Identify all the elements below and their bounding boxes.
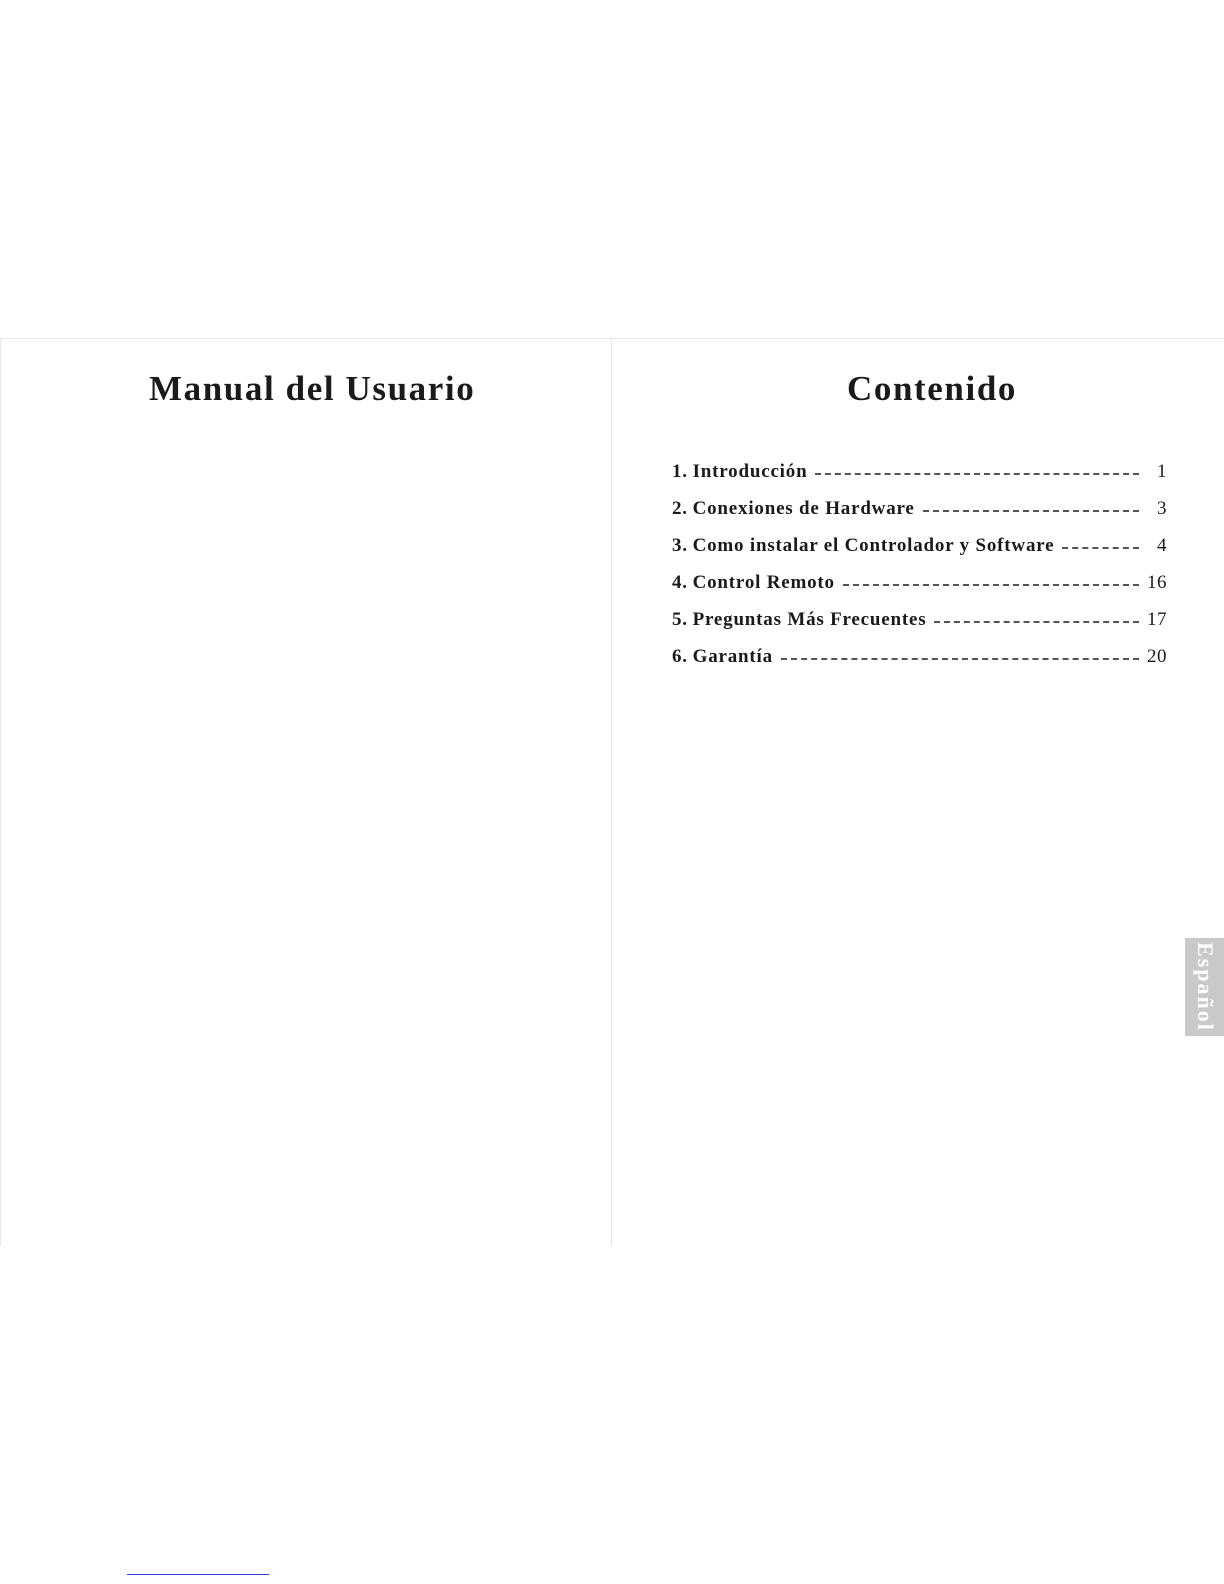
- toc-entry-conexiones[interactable]: [672, 483, 1167, 520]
- toc-entry-garantia[interactable]: [672, 631, 1167, 668]
- document-spread: [0, 338, 1224, 1246]
- language-side-tab: [1185, 938, 1224, 1036]
- toc-entry-label: Preguntas Más Frecuentes: [692, 609, 927, 630]
- toc-entry-number: 1.: [672, 461, 688, 482]
- toc-leader-dots: [781, 658, 1139, 660]
- toc-entry-control-remoto[interactable]: [672, 557, 1167, 594]
- language-tab-label: Español: [1192, 942, 1218, 1032]
- toc-entry-number: 2.: [672, 498, 688, 519]
- toc-leader-dots: [934, 621, 1139, 623]
- footer-link-underline: [127, 1574, 269, 1575]
- toc-entry-page: 1: [1157, 461, 1167, 482]
- toc-entry-label: Control Remoto: [692, 572, 835, 593]
- right-page: [612, 339, 1224, 1246]
- toc-entry-page: 16: [1147, 572, 1167, 593]
- toc-entry-instalar[interactable]: [672, 520, 1167, 557]
- contents-title: Contenido: [847, 369, 1017, 408]
- toc-entry-page: 17: [1147, 609, 1167, 630]
- toc-entry-preguntas[interactable]: [672, 594, 1167, 631]
- toc-entry-number: 5.: [672, 609, 688, 630]
- toc-entry-number: 3.: [672, 535, 688, 556]
- toc-entry-introduccion[interactable]: [672, 446, 1167, 483]
- toc-entry-label: Introducción: [692, 461, 808, 482]
- toc-entry-label: Garantía: [692, 646, 773, 667]
- toc-leader-dots: [1062, 547, 1139, 549]
- toc-entry-page: 20: [1147, 646, 1167, 667]
- toc-entry-number: 4.: [672, 572, 688, 593]
- toc-entry-label: Conexiones de Hardware: [692, 498, 915, 519]
- toc-leader-dots: [923, 510, 1139, 512]
- table-of-contents: [672, 446, 1167, 668]
- toc-entry-page: 3: [1157, 498, 1167, 519]
- toc-entry-number: 6.: [672, 646, 688, 667]
- toc-leader-dots: [843, 584, 1139, 586]
- toc-leader-dots: [815, 473, 1139, 475]
- left-page: [0, 339, 612, 1246]
- manual-title: Manual del Usuario: [149, 369, 476, 408]
- toc-entry-page: 4: [1157, 535, 1167, 556]
- toc-entry-label: Como instalar el Controlador y Software: [692, 535, 1055, 556]
